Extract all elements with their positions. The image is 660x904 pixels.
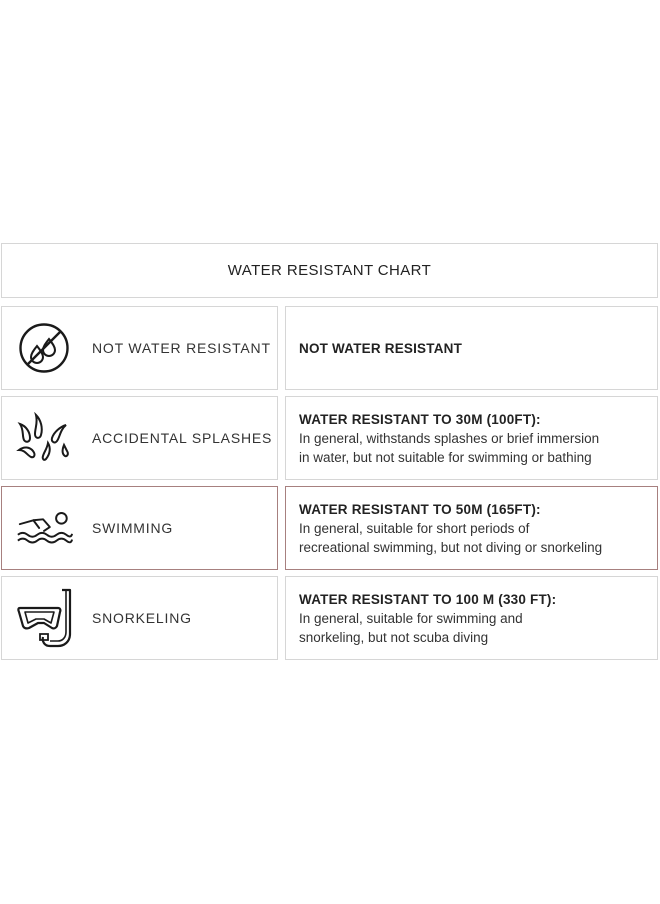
row-description-line: In general, withstands splashes or brief immersion — [299, 430, 600, 446]
swimmer-icon — [14, 498, 74, 558]
row-swimming-detail-cell — [285, 486, 658, 570]
chart-title: WATER RESISTANT CHART — [227, 262, 432, 279]
row-label: NOT WATER RESISTANT — [92, 340, 271, 356]
row-accidental-splashes-label-cell — [1, 396, 278, 480]
row-label: ACCIDENTAL SPLASHES — [92, 430, 273, 446]
row-snorkeling-label-cell — [1, 576, 278, 660]
row-description-line: snorkeling, but not scuba diving — [299, 629, 489, 645]
row-heading: WATER RESISTANT TO 100 M (330 FT): — [299, 591, 557, 607]
row-snorkeling-detail-cell — [285, 576, 658, 660]
row-label: SNORKELING — [92, 610, 192, 626]
chart-title-box — [1, 243, 658, 298]
row-not-water-resistant-detail-cell — [285, 306, 658, 390]
row-description-line: In general, suitable for short periods of — [299, 520, 530, 536]
row-accidental-splashes-detail-cell — [285, 396, 658, 480]
splash-icon — [14, 408, 74, 468]
row-heading: WATER RESISTANT TO 50M (165FT): — [299, 501, 541, 517]
row-not-water-resistant-label-cell — [1, 306, 278, 390]
no-water-icon — [14, 318, 74, 378]
row-swimming-label-cell — [1, 486, 278, 570]
row-label: SWIMMING — [92, 520, 174, 536]
row-heading: WATER RESISTANT TO 30M (100FT): — [299, 411, 541, 427]
row-description-line: recreational swimming, but not diving or snorkeling — [299, 539, 603, 555]
row-heading: NOT WATER RESISTANT — [299, 340, 463, 356]
row-description-line: in water, but not suitable for swimming or bathing — [299, 449, 592, 465]
row-description-line: In general, suitable for swimming and — [299, 610, 523, 626]
snorkel-mask-icon — [14, 588, 74, 648]
